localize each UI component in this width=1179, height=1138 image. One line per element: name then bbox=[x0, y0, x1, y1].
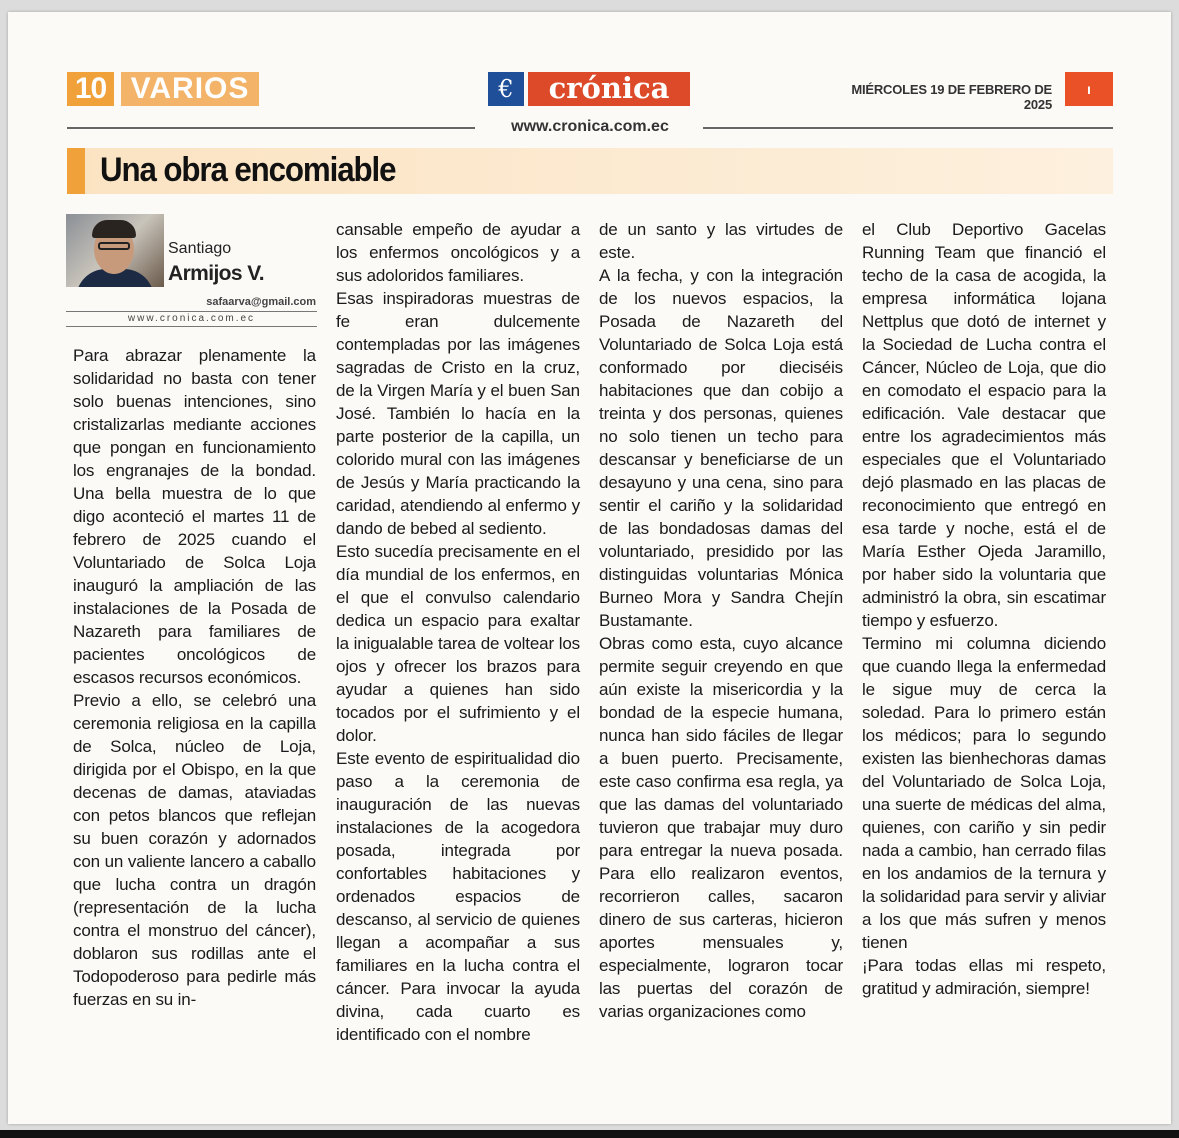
author-rule bbox=[66, 311, 317, 312]
paragraph: cansable empeño de ayudar a los enfermos oncológicos y a sus adoloridos familiares. bbox=[336, 220, 580, 285]
author-last-name: Armijos V. bbox=[168, 262, 264, 285]
paragraph: Esto sucedía precisamente en el día mundial de los enfermos, en el que el convulso calendario dedica un espacio para exaltar la inigualable tarea de voltear los ojos y ofrecer los brazos para ayudar a quienes han sido tocados por el sufrimiento y el dolor. bbox=[336, 542, 580, 745]
article-column-2 bbox=[336, 218, 580, 1046]
corner-tab: ı bbox=[1065, 72, 1113, 106]
paragraph: ¡Para todas ellas mi respeto, gratitud y admiración, siempre! bbox=[862, 956, 1106, 998]
paragraph: Para abrazar plenamente la solidaridad no basta con tener solo buenas intenciones, sino cristalizarlas mediante acciones que pongan en funcionamiento los engranajes de la bondad. Una bella muestra de lo que digo aconteció el martes 11 de febrero de 2025 cuando el Voluntariado de Solca Loja inauguró la ampliación de las instalaciones de la Posada de Nazareth para familiares de pacientes oncológicos de escasos recursos económicos. bbox=[73, 346, 316, 687]
paragraph: Esas inspiradoras muestras de fe eran dulcemente contempladas por las imágenes sagradas de Cristo en la cruz, de la Virgen María y el buen San José. También lo hacía en la parte posterior de la capilla, un colorido mural con las imágenes de Jesús y María practicando la caridad, atendiendo al enfermo y dando de bebed al sediento. bbox=[336, 289, 580, 538]
headline-accent bbox=[67, 148, 85, 194]
paragraph: el Club Deportivo Gacelas Running Team que financió el techo de la casa de acogida, la empresa informática lojana Nettplus que dotó de internet y la Sociedad de Lucha contra el Cáncer, Núcleo de Loja, que dio en comodato el espacio para la edificación. Vale destacar que entre los agradecimientos más especiales que el Voluntariado dejó plasmado en las placas de reconocimiento que entregó en esa tarde y noche, está el de María Esther Ojeda Jaramillo, por haber sido la voluntaria que administró la obra, sin escatimar tiempo y esfuerzo. bbox=[862, 220, 1106, 630]
issue-date: MIÉRCOLES 19 DE FEBRERO DE 2025 bbox=[851, 82, 1052, 112]
author-first-name: Santiago bbox=[168, 240, 232, 257]
paragraph: Previo a ello, se celebró una ceremonia religiosa en la capilla de Solca, núcleo de Loja, dirigida por el Obispo, en la que decenas de damas, ataviadas con petos blancos que reflejan su buen corazón y adornados con un valiente lancero a caballo que lucha contra un dragón (representación de la lucha contra el monstruo del cáncer), doblaron sus rodillas ante el Todopoderoso para pedirle más fuerzas en su in- bbox=[73, 691, 316, 1009]
article-column-4 bbox=[862, 218, 1106, 1000]
author-avatar bbox=[66, 214, 164, 287]
article-column-3 bbox=[599, 218, 843, 1023]
author-rule bbox=[66, 326, 317, 327]
section-label: VARIOS bbox=[121, 72, 259, 106]
divider-right bbox=[703, 127, 1113, 129]
author-email[interactable]: safaarva@gmail.com bbox=[206, 296, 316, 308]
paragraph: de un santo y las virtudes de este. bbox=[599, 220, 843, 262]
paragraph: Termino mi columna diciendo que cuando llega la enfermedad le sigue muy de cerca la soledad. Para lo primero están los médicos; para lo segundo existen las bienhechoras damas del Voluntariado de Solca Loja, una suerte de médicas del alma, quienes, con cariño y sin pedir nada a cambio, han cerrado filas en los andamios de la ternura y la solidaridad para servir y aliviar a los que más sufren y menos tienen bbox=[862, 634, 1106, 952]
cronica-logo-text: crónica bbox=[528, 72, 690, 106]
divider-left bbox=[67, 127, 475, 129]
website-link[interactable]: www.cronica.com.ec bbox=[511, 118, 669, 135]
author-site[interactable]: www.cronica.com.ec bbox=[127, 313, 256, 324]
article-column-1 bbox=[73, 344, 316, 1011]
paragraph: A la fecha, y con la integración de los nuevos espacios, la Posada de Nazareth del Voluntariado de Solca Loja está conformado por dieciséis habitaciones que dan cobijo a treinta y dos personas, quienes no solo tienen un techo para descansar y beneficiarse de un desayuno y una cena, sino para sentir el cariño y la solidaridad de las bondadosas damas del voluntariado, presidido por las distinguidas voluntarias Mónica Burneo Mora y Sandra Chejín Bustamante. bbox=[599, 266, 843, 630]
page-number: 10 bbox=[67, 72, 114, 106]
bottom-bar bbox=[0, 1130, 1179, 1138]
cronica-logo-icon: € bbox=[488, 72, 524, 106]
article-headline: Una obra encomiable bbox=[100, 151, 396, 189]
paragraph: Obras como esta, cuyo alcance permite seguir creyendo en que aún existe la misericordia y la bondad de la especie humana, nunca han sido fáciles de llegar a buen puerto. Precisamente, este caso confirma esa regla, ya que las damas del voluntariado tuvieron que trabajar muy duro para entregar la nueva posada. Para ello realizaron eventos, recorrieron calles, sacaron dinero de sus carteras, hicieron aportes mensuales y, especialmente, lograron tocar las puertas del corazón de varias organizaciones como bbox=[599, 634, 843, 1021]
paragraph: Este evento de espiritualidad dio paso a la ceremonia de inauguración de las nuevas instalaciones de la acogedora posada, integrada por confortables habitaciones y ordenados espacios de descanso, al servicio de quienes llegan a acompañar a sus familiares en la lucha contra el cáncer. Para invocar la ayuda divina, cada cuarto es identificado con el nombre bbox=[336, 749, 580, 1044]
